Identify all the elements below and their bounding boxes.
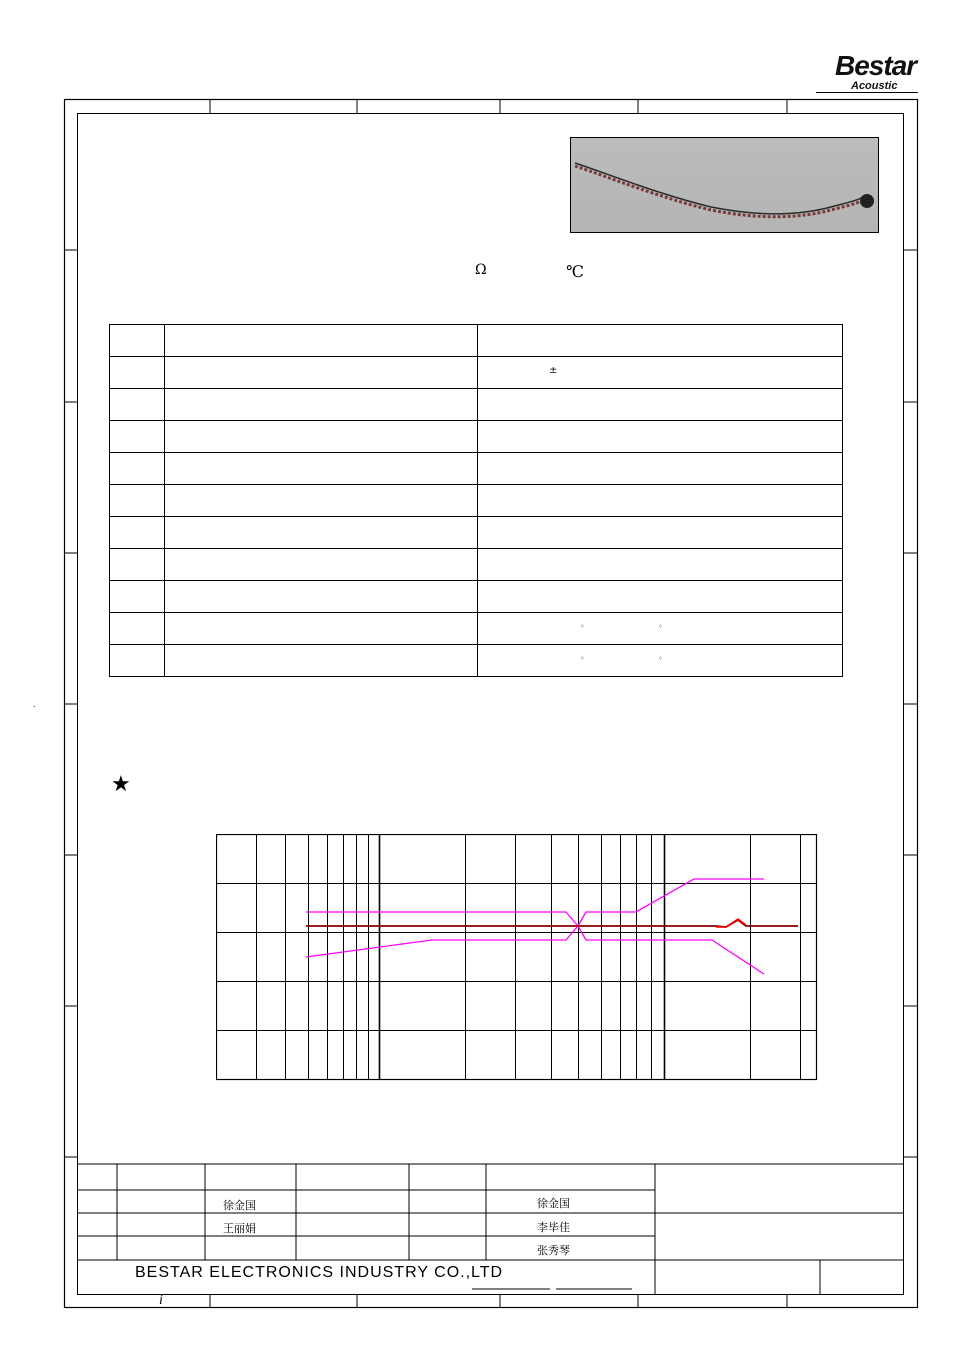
degree-mark: ◦ xyxy=(658,622,663,631)
star-icon: ★ xyxy=(111,772,131,797)
drawn-by-name: 徐金国 xyxy=(223,1199,256,1212)
plus-minus-symbol: ± xyxy=(549,365,558,376)
celsius-symbol: ℃ xyxy=(566,262,584,281)
margin-dot: . xyxy=(33,700,36,709)
degree-mark: ◦ xyxy=(658,654,663,663)
degree-mark: ◦ xyxy=(580,622,585,631)
footer-mark: i xyxy=(159,1293,163,1308)
approver-name: 徐金国 xyxy=(537,1197,570,1210)
company-name: BESTAR ELECTRONICS INDUSTRY CO.,LTD xyxy=(135,1264,504,1281)
degree-mark: ◦ xyxy=(580,654,585,663)
ohm-symbol: Ω xyxy=(475,262,487,278)
brand-logo: Bestar xyxy=(835,50,917,81)
checked-by-name: 王丽娟 xyxy=(223,1222,256,1235)
brand-logo-subtitle: Acoustic xyxy=(851,80,898,92)
approver-name: 李毕佳 xyxy=(537,1221,570,1234)
approver-name: 张秀琴 xyxy=(537,1244,570,1257)
